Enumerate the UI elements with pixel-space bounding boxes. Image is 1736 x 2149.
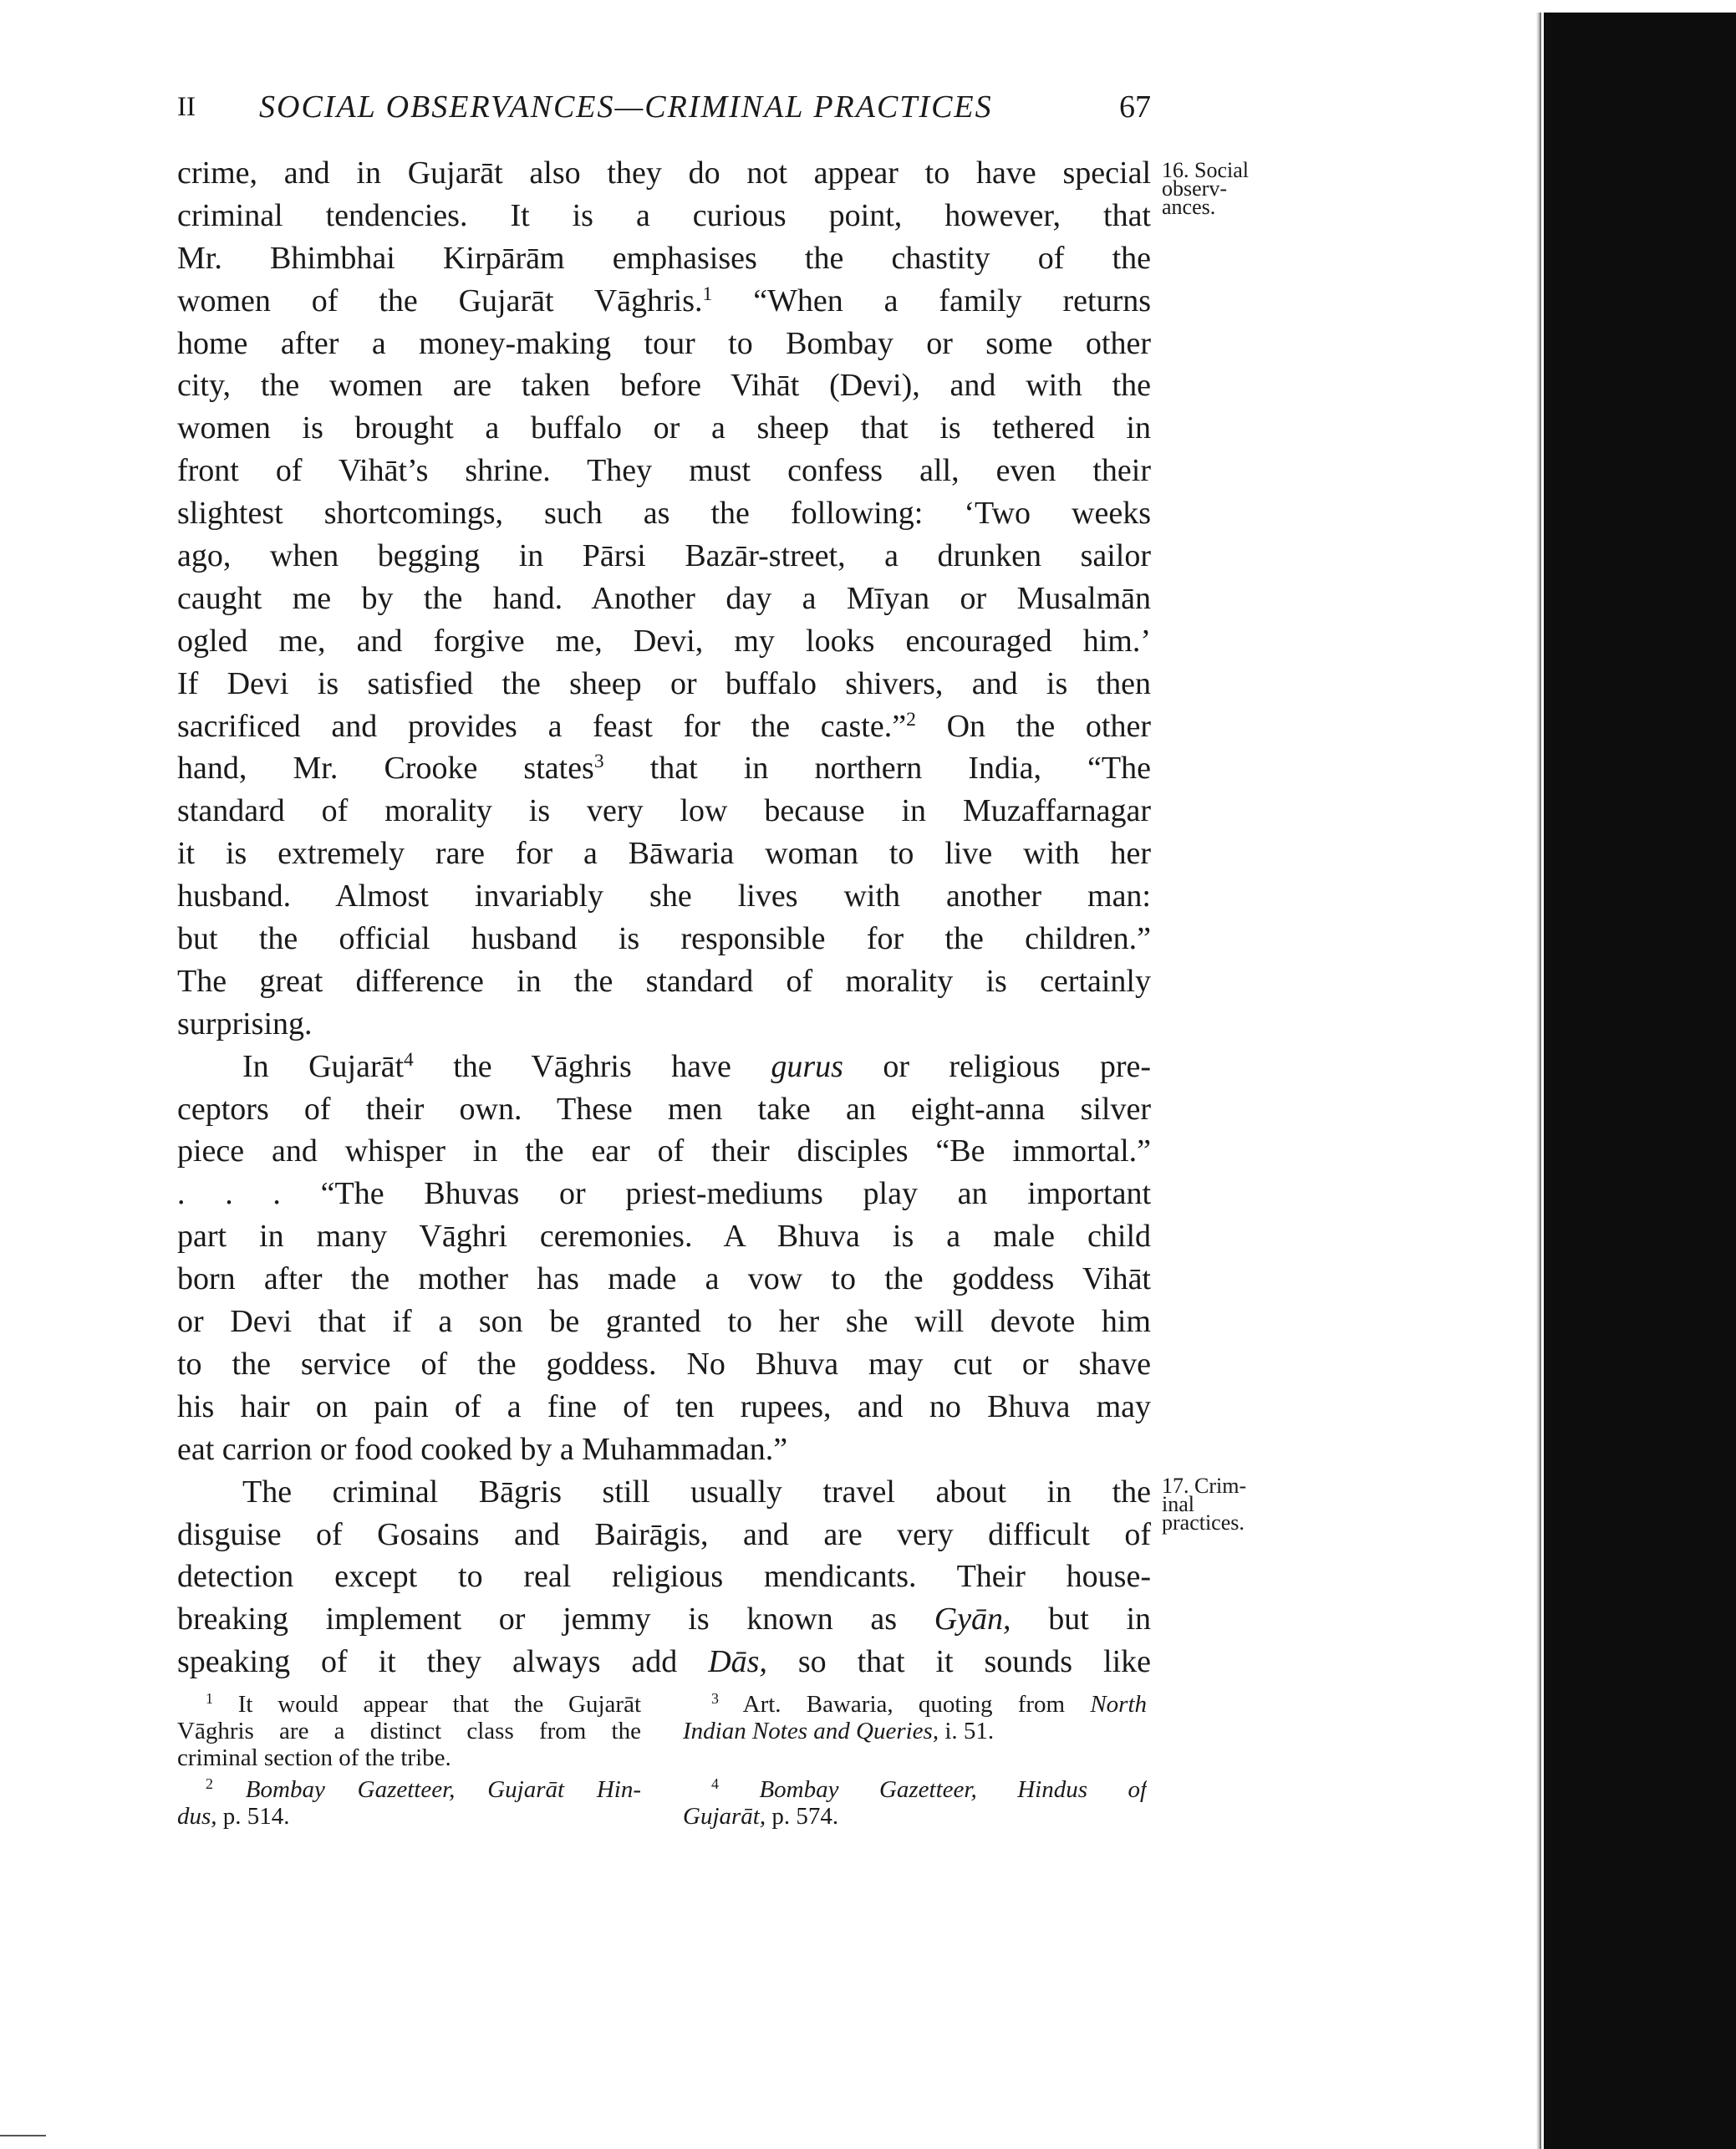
- text-line: The great difference in the standard of morality is certainly: [177, 963, 1151, 999]
- text-segment: In Gujarāt: [242, 1048, 405, 1084]
- text-line: [177, 280, 1151, 323]
- footnote-4: [683, 1776, 1147, 1830]
- text-segment: On the other: [946, 708, 1151, 744]
- text-line: If Devi is satisfied the sheep or buffalo shivers, and is then: [177, 665, 1151, 701]
- binding-edge-highlight: [1536, 13, 1541, 2149]
- margin-note-social-observances: [1162, 158, 1249, 219]
- footnote-text: dus,: [177, 1803, 217, 1830]
- footnote-text: It would appear that the Gujarāt: [237, 1691, 641, 1718]
- text-segment: speaking of it they always add: [177, 1644, 678, 1680]
- footnote-text: North: [1090, 1691, 1147, 1718]
- footnote-line: [177, 1776, 641, 1803]
- margin-note-criminal-practices: [1162, 1474, 1247, 1535]
- text-line: . . . “The Bhuvas or priest-mediums play an important: [177, 1176, 1151, 1212]
- text-line: [177, 1598, 1151, 1641]
- text-line: born after the mother has made a vow to the goddess Vihāt: [177, 1261, 1151, 1297]
- text-italic: Gyān,: [934, 1602, 1011, 1637]
- text-line: Mr. Bhimbhai Kirpārām emphasises the chastity of the: [177, 240, 1151, 276]
- margin-note-line: ances.: [1162, 195, 1216, 219]
- text-line: surprising.: [177, 1006, 313, 1041]
- text-line: piece and whisper in the ear of their disciples “Be immortal.”: [177, 1133, 1151, 1169]
- text-line: ogled me, and forgive me, Devi, my looks encouraged him.’: [177, 623, 1151, 659]
- footnote-number: 2: [206, 1776, 213, 1793]
- footnote-3: [683, 1691, 1147, 1744]
- section-number: 17.: [1162, 1474, 1189, 1498]
- footnote-1: [177, 1691, 641, 1771]
- footnote-text: Indian Notes and Queries,: [683, 1718, 939, 1744]
- running-title: SOCIAL OBSERVANCES—CRIMINAL PRACTICES: [259, 89, 993, 125]
- footnotes-left-column: [177, 1691, 641, 1835]
- text-segment: “When a family returns: [753, 283, 1151, 318]
- text-line: city, the women are taken before Vihāt (Devi), and with the: [177, 368, 1151, 404]
- margin-note-text: Crim-: [1194, 1474, 1247, 1498]
- margin-note-line: observ-: [1162, 176, 1227, 201]
- text-italic: gurus: [771, 1048, 843, 1084]
- footnote-line: [683, 1718, 1147, 1744]
- text-line: detection except to real religious mendicants. Their house-: [177, 1559, 1151, 1595]
- text-line: crime, and in Gujarāt also they do not appear to have special: [177, 155, 1151, 191]
- text-segment: the Vāghris have: [453, 1048, 731, 1084]
- text-line: The criminal Bāgris still usually travel about in the: [242, 1474, 1151, 1510]
- section-number: 16.: [1162, 158, 1189, 182]
- footnote-2: [177, 1776, 641, 1830]
- margin-note-line: inal: [1162, 1492, 1194, 1516]
- footnote-ref: 4: [404, 1048, 414, 1071]
- main-text: [177, 152, 1151, 1683]
- footnote-ref: 1: [702, 283, 713, 305]
- text-line: slightest shortcomings, such as the following: ‘Two weeks: [177, 496, 1151, 532]
- text-line: disguise of Gosains and Bairāgis, and are very difficult of: [177, 1516, 1151, 1552]
- text-line: front of Vihāt’s shrine. They must confess all, even their: [177, 453, 1151, 489]
- text-line: standard of morality is very low because in Muzaffarnagar: [177, 793, 1151, 829]
- footnote-text: Art. Bawaria, quoting from: [742, 1691, 1066, 1718]
- footnote-ref: 2: [906, 708, 916, 731]
- footnote-line: [177, 1803, 641, 1830]
- text-segment: hand, Mr. Crooke states: [177, 751, 594, 787]
- footnote-line: [177, 1691, 641, 1718]
- footnote-line: Vāghris are a distinct class from the: [177, 1718, 641, 1744]
- text-line: his hair on pain of a fine of ten rupees, and no Bhuva may: [177, 1388, 1151, 1424]
- book-binding-shadow: [1544, 13, 1736, 2149]
- text-line: part in many Vāghri ceremonies. A Bhuva is a male child: [177, 1219, 1151, 1255]
- text-segment: so that it sounds like: [797, 1644, 1151, 1680]
- text-line: criminal tendencies. It is a curious point, however, that: [177, 197, 1151, 233]
- text-line: home after a money-making tour to Bombay or some other: [177, 325, 1151, 361]
- footnote-line: [683, 1776, 1147, 1803]
- text-segment: but in: [1048, 1602, 1151, 1637]
- running-head: [177, 84, 1151, 130]
- footnote-number: 1: [206, 1691, 213, 1708]
- chapter-number: II: [177, 92, 196, 122]
- footnote-number: 4: [711, 1776, 719, 1793]
- footnote-text: Gujarāt,: [683, 1803, 766, 1830]
- text-line: [177, 1641, 1151, 1683]
- text-segment: or religious pre-: [883, 1048, 1151, 1084]
- text-line: but the official husband is responsible for the children.”: [177, 921, 1151, 957]
- footnote-line: criminal section of the tribe.: [177, 1744, 451, 1771]
- footnotes-right-column: [683, 1691, 1147, 1835]
- footnote-line: [683, 1691, 1147, 1718]
- text-line: [177, 705, 1151, 748]
- footnote-text: Bombay Gazetteer, Hindus of: [759, 1776, 1147, 1803]
- margin-note-line: practices.: [1162, 1510, 1245, 1535]
- text-line: women is brought a buffalo or a sheep that is tethered in: [177, 410, 1151, 446]
- page-number: 67: [1119, 89, 1151, 125]
- text-line: [177, 1046, 1151, 1088]
- footnote-number: 3: [711, 1691, 719, 1708]
- text-segment: women of the Gujarāt Vāghris.: [177, 283, 703, 318]
- scan-edge-mark: [0, 2135, 46, 2136]
- footnote-text: i. 51.: [944, 1718, 995, 1744]
- footnote-text: Bombay Gazetteer, Gujarāt Hin-: [245, 1776, 641, 1803]
- text-italic: Dās,: [708, 1644, 767, 1680]
- text-segment: sacrificed and provides a feast for the caste.”: [177, 708, 907, 744]
- text-line: husband. Almost invariably she lives with another man:: [177, 878, 1151, 914]
- footnote-text: p. 574.: [771, 1803, 839, 1830]
- text-line: caught me by the hand. Another day a Mīyan or Musalmān: [177, 580, 1151, 616]
- text-segment: breaking implement or jemmy is known as: [177, 1602, 898, 1637]
- text-line: to the service of the goddess. No Bhuva may cut or shave: [177, 1346, 1151, 1382]
- text-line: ago, when begging in Pārsi Bazār-street, a drunken sailor: [177, 538, 1151, 574]
- footnote-line: [683, 1803, 1147, 1830]
- text-line: ceptors of their own. These men take an eight-anna silver: [177, 1091, 1151, 1127]
- margin-note-text: Social: [1194, 158, 1249, 182]
- text-line: or Devi that if a son be granted to her she will devote him: [177, 1304, 1151, 1340]
- text-line: [177, 747, 1151, 790]
- text-line: it is extremely rare for a Bāwaria woman to live with her: [177, 836, 1151, 872]
- footnote-text: p. 514.: [222, 1803, 290, 1830]
- text-line: eat carrion or food cooked by a Muhammadan.”: [177, 1431, 788, 1467]
- text-segment: that in northern India, “The: [649, 751, 1151, 787]
- footnote-ref: 3: [593, 751, 604, 773]
